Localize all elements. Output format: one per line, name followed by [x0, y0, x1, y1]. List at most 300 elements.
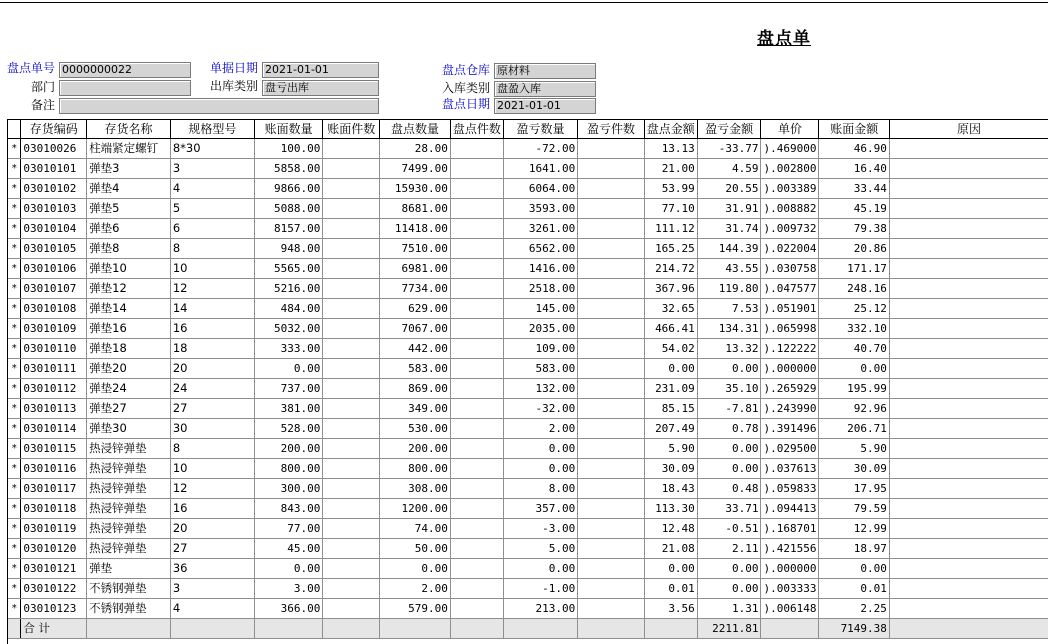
- reason-cell[interactable]: [889, 299, 1048, 319]
- reason-cell[interactable]: [889, 359, 1048, 379]
- inventory-grid[interactable]: [7, 119, 1048, 644]
- date-field[interactable]: 2021-01-01: [262, 62, 379, 78]
- unit-price-cell[interactable]: ).037613: [761, 459, 819, 479]
- book-pcs-cell[interactable]: [323, 519, 380, 539]
- diff-qty-cell[interactable]: 2035.00: [503, 319, 577, 339]
- count-pcs-cell[interactable]: [450, 559, 503, 579]
- count-amount-cell[interactable]: 53.99: [644, 179, 697, 199]
- diff-pcs-cell[interactable]: [578, 219, 645, 239]
- diff-qty-cell[interactable]: 145.00: [503, 299, 577, 319]
- unit-price-cell[interactable]: ).003389: [761, 179, 819, 199]
- spec-cell[interactable]: 3: [170, 159, 254, 179]
- unit-price-cell[interactable]: ).265929: [761, 379, 819, 399]
- book-qty-cell[interactable]: 333.00: [254, 339, 323, 359]
- count-amount-cell[interactable]: 85.15: [644, 399, 697, 419]
- row-marker[interactable]: *: [8, 259, 21, 279]
- unit-price-cell[interactable]: ).008882: [761, 199, 819, 219]
- code-cell[interactable]: 03010114: [21, 419, 87, 439]
- diff-amount-cell[interactable]: 134.31: [697, 319, 761, 339]
- reason-cell[interactable]: [889, 159, 1048, 179]
- diff-pcs-cell[interactable]: [578, 439, 645, 459]
- count-amount-cell[interactable]: 214.72: [644, 259, 697, 279]
- count-pcs-cell[interactable]: [450, 199, 503, 219]
- table-row[interactable]: [8, 519, 1048, 539]
- diff-pcs-cell[interactable]: [578, 339, 645, 359]
- table-row[interactable]: [8, 239, 1048, 259]
- unit-price-cell[interactable]: ).009732: [761, 219, 819, 239]
- diff-amount-cell[interactable]: 43.55: [697, 259, 761, 279]
- code-cell[interactable]: 03010123: [21, 599, 87, 619]
- count-qty-cell[interactable]: 530.00: [380, 419, 451, 439]
- count-pcs-cell[interactable]: [450, 599, 503, 619]
- count-qty-cell[interactable]: 74.00: [380, 519, 451, 539]
- column-header[interactable]: 账面金额: [819, 120, 889, 139]
- book-amount-cell[interactable]: 46.90: [819, 139, 889, 159]
- diff-qty-cell[interactable]: 2.00: [503, 419, 577, 439]
- spec-cell[interactable]: 36: [170, 559, 254, 579]
- name-cell[interactable]: 弹垫5: [87, 199, 171, 219]
- name-cell[interactable]: 弹垫: [87, 559, 171, 579]
- column-header[interactable]: 盈亏数量: [503, 120, 577, 139]
- count-amount-cell[interactable]: 3.56: [644, 599, 697, 619]
- count-amount-cell[interactable]: 0.00: [644, 559, 697, 579]
- name-cell[interactable]: 弹垫6: [87, 219, 171, 239]
- code-cell[interactable]: 03010116: [21, 459, 87, 479]
- name-cell[interactable]: 弹垫3: [87, 159, 171, 179]
- diff-qty-cell[interactable]: 1641.00: [503, 159, 577, 179]
- diff-pcs-cell[interactable]: [578, 599, 645, 619]
- row-marker[interactable]: *: [8, 419, 21, 439]
- code-cell[interactable]: 03010105: [21, 239, 87, 259]
- book-pcs-cell[interactable]: [323, 299, 380, 319]
- row-marker[interactable]: *: [8, 219, 21, 239]
- count-pcs-cell[interactable]: [450, 419, 503, 439]
- code-cell[interactable]: 03010110: [21, 339, 87, 359]
- diff-pcs-cell[interactable]: [578, 259, 645, 279]
- spec-cell[interactable]: 27: [170, 399, 254, 419]
- unit-price-cell[interactable]: ).122222: [761, 339, 819, 359]
- code-cell[interactable]: 03010107: [21, 279, 87, 299]
- count-pcs-cell[interactable]: [450, 319, 503, 339]
- unit-price-cell[interactable]: ).047577: [761, 279, 819, 299]
- count-amount-cell[interactable]: 21.08: [644, 539, 697, 559]
- diff-amount-cell[interactable]: 144.39: [697, 239, 761, 259]
- count-amount-cell[interactable]: 12.48: [644, 519, 697, 539]
- code-cell[interactable]: 03010121: [21, 559, 87, 579]
- row-marker[interactable]: *: [8, 359, 21, 379]
- code-cell[interactable]: 03010111: [21, 359, 87, 379]
- count-pcs-cell[interactable]: [450, 439, 503, 459]
- book-qty-cell[interactable]: 0.00: [254, 359, 323, 379]
- column-header[interactable]: 单价: [761, 120, 819, 139]
- reason-cell[interactable]: [889, 259, 1048, 279]
- spec-cell[interactable]: 27: [170, 539, 254, 559]
- name-cell[interactable]: 弹垫30: [87, 419, 171, 439]
- diff-pcs-cell[interactable]: [578, 519, 645, 539]
- code-cell[interactable]: 03010122: [21, 579, 87, 599]
- book-amount-cell[interactable]: 16.40: [819, 159, 889, 179]
- spec-cell[interactable]: 8: [170, 239, 254, 259]
- book-amount-cell[interactable]: 195.99: [819, 379, 889, 399]
- diff-amount-cell[interactable]: 35.10: [697, 379, 761, 399]
- book-amount-cell[interactable]: 0.00: [819, 359, 889, 379]
- diff-amount-cell[interactable]: 31.74: [697, 219, 761, 239]
- count-pcs-cell[interactable]: [450, 519, 503, 539]
- count-amount-cell[interactable]: 231.09: [644, 379, 697, 399]
- book-pcs-cell[interactable]: [323, 239, 380, 259]
- row-marker[interactable]: *: [8, 459, 21, 479]
- count-qty-cell[interactable]: 8681.00: [380, 199, 451, 219]
- count-amount-cell[interactable]: 21.00: [644, 159, 697, 179]
- count-qty-cell[interactable]: 11418.00: [380, 219, 451, 239]
- diff-qty-cell[interactable]: 5.00: [503, 539, 577, 559]
- reason-cell[interactable]: [889, 379, 1048, 399]
- reason-cell[interactable]: [889, 519, 1048, 539]
- book-amount-cell[interactable]: 20.86: [819, 239, 889, 259]
- book-qty-cell[interactable]: 77.00: [254, 519, 323, 539]
- count-pcs-cell[interactable]: [450, 379, 503, 399]
- count-amount-cell[interactable]: 32.65: [644, 299, 697, 319]
- spec-cell[interactable]: 4: [170, 179, 254, 199]
- reason-cell[interactable]: [889, 559, 1048, 579]
- diff-amount-cell[interactable]: 13.32: [697, 339, 761, 359]
- table-row[interactable]: [8, 599, 1048, 619]
- table-row[interactable]: [8, 439, 1048, 459]
- count-pcs-cell[interactable]: [450, 499, 503, 519]
- book-pcs-cell[interactable]: [323, 319, 380, 339]
- spec-cell[interactable]: 16: [170, 319, 254, 339]
- row-marker[interactable]: *: [8, 339, 21, 359]
- diff-pcs-cell[interactable]: [578, 459, 645, 479]
- book-amount-cell[interactable]: 171.17: [819, 259, 889, 279]
- diff-qty-cell[interactable]: -72.00: [503, 139, 577, 159]
- diff-qty-cell[interactable]: 0.00: [503, 559, 577, 579]
- spec-cell[interactable]: 18: [170, 339, 254, 359]
- count-pcs-cell[interactable]: [450, 159, 503, 179]
- name-cell[interactable]: 弹垫18: [87, 339, 171, 359]
- name-cell[interactable]: 柱端紧定螺钉: [87, 139, 171, 159]
- spec-cell[interactable]: 8*30: [170, 139, 254, 159]
- reason-cell[interactable]: [889, 459, 1048, 479]
- spec-cell[interactable]: 5: [170, 199, 254, 219]
- book-amount-cell[interactable]: 79.59: [819, 499, 889, 519]
- book-amount-cell[interactable]: 332.10: [819, 319, 889, 339]
- doc-no-field[interactable]: 0000000022: [59, 62, 191, 78]
- book-amount-cell[interactable]: 25.12: [819, 299, 889, 319]
- diff-pcs-cell[interactable]: [578, 479, 645, 499]
- diff-qty-cell[interactable]: 357.00: [503, 499, 577, 519]
- name-cell[interactable]: 热浸锌弹垫: [87, 499, 171, 519]
- row-marker[interactable]: *: [8, 439, 21, 459]
- unit-price-cell[interactable]: ).000000: [761, 559, 819, 579]
- book-qty-cell[interactable]: 200.00: [254, 439, 323, 459]
- row-marker[interactable]: *: [8, 199, 21, 219]
- count-pcs-cell[interactable]: [450, 539, 503, 559]
- diff-pcs-cell[interactable]: [578, 139, 645, 159]
- count-pcs-cell[interactable]: [450, 219, 503, 239]
- book-pcs-cell[interactable]: [323, 339, 380, 359]
- diff-qty-cell[interactable]: 6064.00: [503, 179, 577, 199]
- count-pcs-cell[interactable]: [450, 239, 503, 259]
- count-qty-cell[interactable]: 579.00: [380, 599, 451, 619]
- book-pcs-cell[interactable]: [323, 139, 380, 159]
- count-qty-cell[interactable]: 0.00: [380, 559, 451, 579]
- unit-price-cell[interactable]: ).003333: [761, 579, 819, 599]
- diff-pcs-cell[interactable]: [578, 179, 645, 199]
- code-cell[interactable]: 03010104: [21, 219, 87, 239]
- count-qty-cell[interactable]: 28.00: [380, 139, 451, 159]
- reason-cell[interactable]: [889, 179, 1048, 199]
- book-pcs-cell[interactable]: [323, 419, 380, 439]
- diff-qty-cell[interactable]: 8.00: [503, 479, 577, 499]
- diff-pcs-cell[interactable]: [578, 559, 645, 579]
- count-pcs-cell[interactable]: [450, 359, 503, 379]
- count-qty-cell[interactable]: 349.00: [380, 399, 451, 419]
- book-amount-cell[interactable]: 45.19: [819, 199, 889, 219]
- unit-price-cell[interactable]: ).059833: [761, 479, 819, 499]
- warehouse-field[interactable]: 原材料: [494, 63, 596, 79]
- table-row[interactable]: [8, 219, 1048, 239]
- reason-cell[interactable]: [889, 279, 1048, 299]
- diff-qty-cell[interactable]: 1416.00: [503, 259, 577, 279]
- table-row[interactable]: [8, 559, 1048, 579]
- diff-pcs-cell[interactable]: [578, 499, 645, 519]
- diff-amount-cell[interactable]: 0.00: [697, 359, 761, 379]
- spec-cell[interactable]: 4: [170, 599, 254, 619]
- column-header[interactable]: 盘点件数: [450, 120, 503, 139]
- count-amount-cell[interactable]: 111.12: [644, 219, 697, 239]
- diff-qty-cell[interactable]: 0.00: [503, 459, 577, 479]
- diff-pcs-cell[interactable]: [578, 279, 645, 299]
- diff-amount-cell[interactable]: -7.81: [697, 399, 761, 419]
- column-header[interactable]: 存货名称: [87, 120, 171, 139]
- reason-cell[interactable]: [889, 199, 1048, 219]
- book-amount-cell[interactable]: 33.44: [819, 179, 889, 199]
- code-cell[interactable]: 03010106: [21, 259, 87, 279]
- name-cell[interactable]: 热浸锌弹垫: [87, 539, 171, 559]
- column-header[interactable]: 原因: [889, 120, 1048, 139]
- table-row[interactable]: [8, 279, 1048, 299]
- unit-price-cell[interactable]: ).391496: [761, 419, 819, 439]
- table-row[interactable]: [8, 499, 1048, 519]
- diff-pcs-cell[interactable]: [578, 299, 645, 319]
- spec-cell[interactable]: 12: [170, 279, 254, 299]
- row-marker[interactable]: *: [8, 519, 21, 539]
- reason-cell[interactable]: [889, 239, 1048, 259]
- unit-price-cell[interactable]: ).243990: [761, 399, 819, 419]
- count-amount-cell[interactable]: 18.43: [644, 479, 697, 499]
- book-pcs-cell[interactable]: [323, 279, 380, 299]
- spec-cell[interactable]: 6: [170, 219, 254, 239]
- book-amount-cell[interactable]: 0.01: [819, 579, 889, 599]
- name-cell[interactable]: 弹垫10: [87, 259, 171, 279]
- diff-qty-cell[interactable]: 0.00: [503, 439, 577, 459]
- diff-amount-cell[interactable]: 0.00: [697, 439, 761, 459]
- book-qty-cell[interactable]: 0.00: [254, 559, 323, 579]
- book-amount-cell[interactable]: 248.16: [819, 279, 889, 299]
- count-amount-cell[interactable]: 54.02: [644, 339, 697, 359]
- reason-cell[interactable]: [889, 499, 1048, 519]
- name-cell[interactable]: 弹垫8: [87, 239, 171, 259]
- diff-qty-cell[interactable]: 213.00: [503, 599, 577, 619]
- column-header[interactable]: 规格型号: [170, 120, 254, 139]
- unit-price-cell[interactable]: ).022004: [761, 239, 819, 259]
- count-pcs-cell[interactable]: [450, 259, 503, 279]
- count-amount-cell[interactable]: 113.30: [644, 499, 697, 519]
- diff-qty-cell[interactable]: -1.00: [503, 579, 577, 599]
- table-row[interactable]: [8, 159, 1048, 179]
- diff-qty-cell[interactable]: 109.00: [503, 339, 577, 359]
- book-qty-cell[interactable]: 8157.00: [254, 219, 323, 239]
- unit-price-cell[interactable]: ).030758: [761, 259, 819, 279]
- count-qty-cell[interactable]: 7067.00: [380, 319, 451, 339]
- book-pcs-cell[interactable]: [323, 599, 380, 619]
- reason-cell[interactable]: [889, 319, 1048, 339]
- book-qty-cell[interactable]: 843.00: [254, 499, 323, 519]
- diff-amount-cell[interactable]: 2.11: [697, 539, 761, 559]
- book-pcs-cell[interactable]: [323, 459, 380, 479]
- book-pcs-cell[interactable]: [323, 399, 380, 419]
- row-marker[interactable]: *: [8, 579, 21, 599]
- spec-cell[interactable]: 30: [170, 419, 254, 439]
- count-amount-cell[interactable]: 5.90: [644, 439, 697, 459]
- book-qty-cell[interactable]: 381.00: [254, 399, 323, 419]
- count-qty-cell[interactable]: 7510.00: [380, 239, 451, 259]
- count-qty-cell[interactable]: 6981.00: [380, 259, 451, 279]
- code-cell[interactable]: 03010101: [21, 159, 87, 179]
- count-qty-cell[interactable]: 7499.00: [380, 159, 451, 179]
- book-qty-cell[interactable]: 5858.00: [254, 159, 323, 179]
- reason-cell[interactable]: [889, 479, 1048, 499]
- count-pcs-cell[interactable]: [450, 579, 503, 599]
- book-qty-cell[interactable]: 366.00: [254, 599, 323, 619]
- table-row[interactable]: [8, 199, 1048, 219]
- dept-field[interactable]: [59, 80, 191, 96]
- code-cell[interactable]: 03010102: [21, 179, 87, 199]
- count-pcs-cell[interactable]: [450, 399, 503, 419]
- reason-cell[interactable]: [889, 599, 1048, 619]
- reason-cell[interactable]: [889, 419, 1048, 439]
- name-cell[interactable]: 热浸锌弹垫: [87, 439, 171, 459]
- diff-pcs-cell[interactable]: [578, 319, 645, 339]
- diff-qty-cell[interactable]: 583.00: [503, 359, 577, 379]
- count-pcs-cell[interactable]: [450, 339, 503, 359]
- count-qty-cell[interactable]: 308.00: [380, 479, 451, 499]
- unit-price-cell[interactable]: ).094413: [761, 499, 819, 519]
- row-marker[interactable]: *: [8, 319, 21, 339]
- table-row[interactable]: [8, 139, 1048, 159]
- name-cell[interactable]: 弹垫4: [87, 179, 171, 199]
- diff-pcs-cell[interactable]: [578, 579, 645, 599]
- book-qty-cell[interactable]: 45.00: [254, 539, 323, 559]
- book-qty-cell[interactable]: 5032.00: [254, 319, 323, 339]
- book-pcs-cell[interactable]: [323, 219, 380, 239]
- spec-cell[interactable]: 16: [170, 499, 254, 519]
- count-pcs-cell[interactable]: [450, 279, 503, 299]
- count-amount-cell[interactable]: 367.96: [644, 279, 697, 299]
- spec-cell[interactable]: 10: [170, 259, 254, 279]
- diff-qty-cell[interactable]: -3.00: [503, 519, 577, 539]
- book-qty-cell[interactable]: 300.00: [254, 479, 323, 499]
- unit-price-cell[interactable]: ).006148: [761, 599, 819, 619]
- row-marker[interactable]: *: [8, 479, 21, 499]
- book-pcs-cell[interactable]: [323, 539, 380, 559]
- spec-cell[interactable]: 24: [170, 379, 254, 399]
- column-header[interactable]: 存货编码: [21, 120, 87, 139]
- row-marker[interactable]: *: [8, 399, 21, 419]
- diff-amount-cell[interactable]: 33.71: [697, 499, 761, 519]
- table-row[interactable]: [8, 539, 1048, 559]
- name-cell[interactable]: 弹垫24: [87, 379, 171, 399]
- row-marker[interactable]: *: [8, 499, 21, 519]
- diff-amount-cell[interactable]: 31.91: [697, 199, 761, 219]
- book-amount-cell[interactable]: 30.09: [819, 459, 889, 479]
- count-qty-cell[interactable]: 15930.00: [380, 179, 451, 199]
- code-cell[interactable]: 03010118: [21, 499, 87, 519]
- count-qty-cell[interactable]: 800.00: [380, 459, 451, 479]
- book-qty-cell[interactable]: 737.00: [254, 379, 323, 399]
- out-type-field[interactable]: 盘亏出库: [262, 80, 379, 96]
- reason-cell[interactable]: [889, 539, 1048, 559]
- column-header[interactable]: 盈亏金额: [697, 120, 761, 139]
- diff-amount-cell[interactable]: 20.55: [697, 179, 761, 199]
- count-amount-cell[interactable]: 207.49: [644, 419, 697, 439]
- diff-pcs-cell[interactable]: [578, 199, 645, 219]
- check-date-field[interactable]: 2021-01-01: [494, 98, 596, 114]
- table-row[interactable]: [8, 339, 1048, 359]
- count-pcs-cell[interactable]: [450, 179, 503, 199]
- row-marker[interactable]: *: [8, 239, 21, 259]
- row-marker[interactable]: *: [8, 299, 21, 319]
- diff-amount-cell[interactable]: 0.78: [697, 419, 761, 439]
- table-row[interactable]: [8, 359, 1048, 379]
- row-marker[interactable]: *: [8, 279, 21, 299]
- code-cell[interactable]: 03010119: [21, 519, 87, 539]
- book-pcs-cell[interactable]: [323, 439, 380, 459]
- book-qty-cell[interactable]: 100.00: [254, 139, 323, 159]
- remark-field[interactable]: [59, 98, 379, 114]
- diff-pcs-cell[interactable]: [578, 359, 645, 379]
- diff-qty-cell[interactable]: 132.00: [503, 379, 577, 399]
- book-pcs-cell[interactable]: [323, 379, 380, 399]
- unit-price-cell[interactable]: ).421556: [761, 539, 819, 559]
- diff-pcs-cell[interactable]: [578, 379, 645, 399]
- spec-cell[interactable]: 10: [170, 459, 254, 479]
- row-marker[interactable]: *: [8, 599, 21, 619]
- book-pcs-cell[interactable]: [323, 559, 380, 579]
- code-cell[interactable]: 03010103: [21, 199, 87, 219]
- spec-cell[interactable]: 20: [170, 519, 254, 539]
- count-qty-cell[interactable]: 442.00: [380, 339, 451, 359]
- reason-cell[interactable]: [889, 439, 1048, 459]
- count-amount-cell[interactable]: 13.13: [644, 139, 697, 159]
- count-qty-cell[interactable]: 2.00: [380, 579, 451, 599]
- book-qty-cell[interactable]: 3.00: [254, 579, 323, 599]
- book-pcs-cell[interactable]: [323, 159, 380, 179]
- unit-price-cell[interactable]: ).168701: [761, 519, 819, 539]
- count-pcs-cell[interactable]: [450, 479, 503, 499]
- diff-amount-cell[interactable]: 1.31: [697, 599, 761, 619]
- count-amount-cell[interactable]: 0.01: [644, 579, 697, 599]
- unit-price-cell[interactable]: ).051901: [761, 299, 819, 319]
- table-row[interactable]: [8, 579, 1048, 599]
- table-row[interactable]: [8, 479, 1048, 499]
- reason-cell[interactable]: [889, 139, 1048, 159]
- count-pcs-cell[interactable]: [450, 139, 503, 159]
- code-cell[interactable]: 03010026: [21, 139, 87, 159]
- book-pcs-cell[interactable]: [323, 259, 380, 279]
- book-pcs-cell[interactable]: [323, 479, 380, 499]
